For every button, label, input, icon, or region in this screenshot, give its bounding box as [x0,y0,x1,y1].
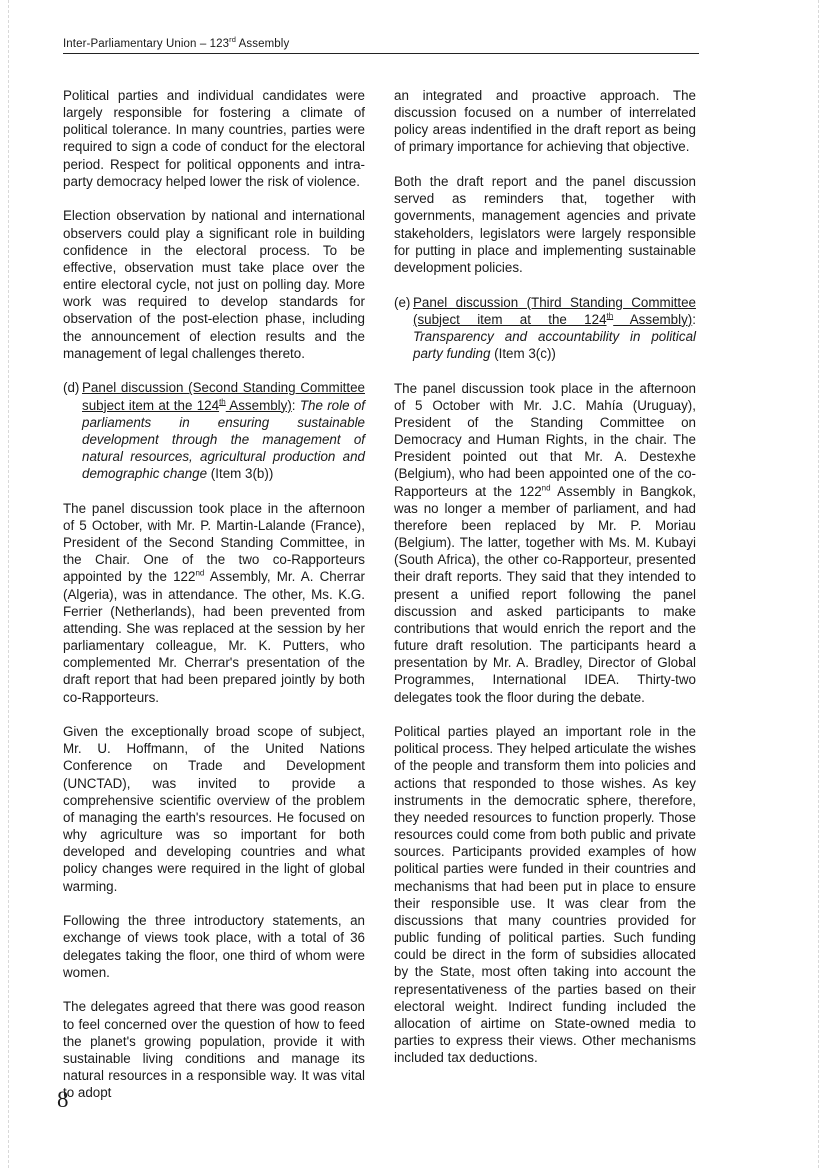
item-e [394,294,696,363]
left-paragraph-2: Election observation by national and international observers could play a significant role in building confidence in the electoral process. To be effective, observation must take place over the entire electoral cycle, not just on polling day. More work was required to develop standards for observation of the post-election phase, including the announcement of election results and the management of legal challenges thereto. [63,208,365,361]
left-column [63,87,365,1119]
header-title-after: Assembly [235,38,290,50]
header-title-before: Inter-Parliamentary Union – 123 [63,38,230,50]
item-e-heading [413,294,696,363]
item-d [63,379,365,482]
left-paragraph-6: The delegates agreed that there was good reason to feel concerned over the question of how to feed the planet's growing population, provide it with sustainable living conditions and manage its natural resources in a responsible way. It was vital to adopt [63,999,365,1101]
running-header [63,35,699,54]
right-p3-sup: nd [541,483,551,493]
item-d-tail: (Item 3(b)) [207,466,274,482]
scan-edge-left [8,0,9,1168]
item-d-heading-link-b: Assembly) [225,397,292,413]
item-d-heading-link-a: Panel discussion (Second Standing Committee subject item at the 124 [82,380,365,413]
right-paragraph-4: Political parties played an important role in the political process. They helped articulate the wishes of the people and transform them into policies and actions that responded to those wishes. As key instruments in the democratic sphere, therefore, they needed resources to function properly. Those resources could come from both public and private sources. Participants provided examples of how political parties were funded in their countries and mechanisms that had been put in place to ensure their responsible use. It was clear from the discussions that many countries provided for public funding of political parties. Such funding could be direct in the form of subsidies allocated by the State, most often taking into account the representativeness of the parties based on their electoral weight. Indirect funding included the allocation of airtime on State-owned media to parties to express their views. Other mechanisms included tax deductions. [394,724,696,1066]
item-e-marker: (e) [394,294,411,310]
right-column [394,87,696,1084]
right-p3-a: The panel discussion took place in the afternoon of 5 October with Mr. J.C. Mahía (Uruguay), President of the Standing Committee on Democracy and Human Rights, in the chair. The President pointed out that Mr. A. Destexhe (Belgium), who had been appointed one of the co-Rapporteurs at the 122 [394,380,696,499]
scan-edge-right [818,0,819,1168]
item-d-marker: (d) [63,380,80,396]
page-number: 8 [57,1087,69,1112]
left-p3-b: Assembly, Mr. A. Cherrar (Algeria), was in attendance. The other, Ms. K.G. Ferrier (Netherlands), had been prevented from attending. She was replaced at the session by her parliamentary colleague, Mr. K. Putters, who complemented Mr. Cherrar's presentation of the draft report that had been prepared jointly by both co-Rapporteurs. [63,569,365,705]
right-p3-b: Assembly in Bangkok, was no longer a member of parliament, and had therefore been replaced by Mr. P. Moriau (Belgium). The latter, together with Ms. M. Kubayi (South Africa), the other co-Rapporteur, presented their draft reports. They said that they intended to present a unified report following the panel discussion and asked participants to make contributions that would enrich the report and the future draft resolution. The participants heard a presentation by Mr. A. Bradley, Director of Global Programmes, International IDEA. Thirty-two delegates took the floor during the debate. [394,483,696,705]
item-e-colon: : [692,311,696,327]
left-p3-sup: nd [195,568,205,578]
item-e-tail: (Item 3(c)) [490,346,556,362]
left-paragraph-4: Given the exceptionally broad scope of subject, Mr. U. Hoffmann, of the United Nations Conference on Trade and Development (UNCTAD), was invited to provide a comprehensive scientific overview of the problem of managing the earth's resources. He focused on why agriculture was so important for both developed and developing countries and what policy changes were required in the light of global warming. [63,724,365,894]
left-paragraph-1: Political parties and individual candidates were largely responsible for fostering a climate of political tolerance. In many countries, parties were required to sign a code of conduct for the electoral period. Respect for political opponents and intra-party democracy helped lower the risk of violence. [63,88,365,189]
right-paragraph-3 [394,380,696,706]
right-paragraph-2: Both the draft report and the panel discussion served as reminders that, together with governments, management agencies and private stakeholders, legislators were largely responsible for putting in place and implementing sustainable development policies. [394,174,696,275]
left-paragraph-5: Following the three introductory statements, an exchange of views took place, with a total of 36 delegates taking the floor, one third of whom were women. [63,913,365,980]
item-d-colon: : [291,397,296,413]
item-d-heading-sup: th [219,397,226,407]
left-paragraph-3 [63,500,365,706]
item-e-heading-link-b: Assembly) [613,311,693,327]
item-e-heading-sup: th [606,311,614,321]
header-title-sup: rd [229,35,236,45]
item-e-heading-link-a: Panel discussion (Third Standing Committee (subject item at the 124 [413,294,696,327]
item-e-title: Transparency and accountability in political party funding [413,328,696,362]
right-paragraph-1: an integrated and proactive approach. The discussion focused on a number of interrelated policy areas indentified in the draft report as being of primary importance for achieving that objective. [394,88,696,155]
item-d-title: The role of parliaments in ensuring sustainable development through the management of natural resources, agricultural production and demographic change [82,397,366,482]
item-d-heading [82,379,365,482]
left-p3-a: The panel discussion took place in the afternoon of 5 October, with Mr. P. Martin-Lalande (France), President of the Second Standing Committee, in the Chair. One of the two co-Rapporteurs appointed by the 122 [63,500,365,585]
